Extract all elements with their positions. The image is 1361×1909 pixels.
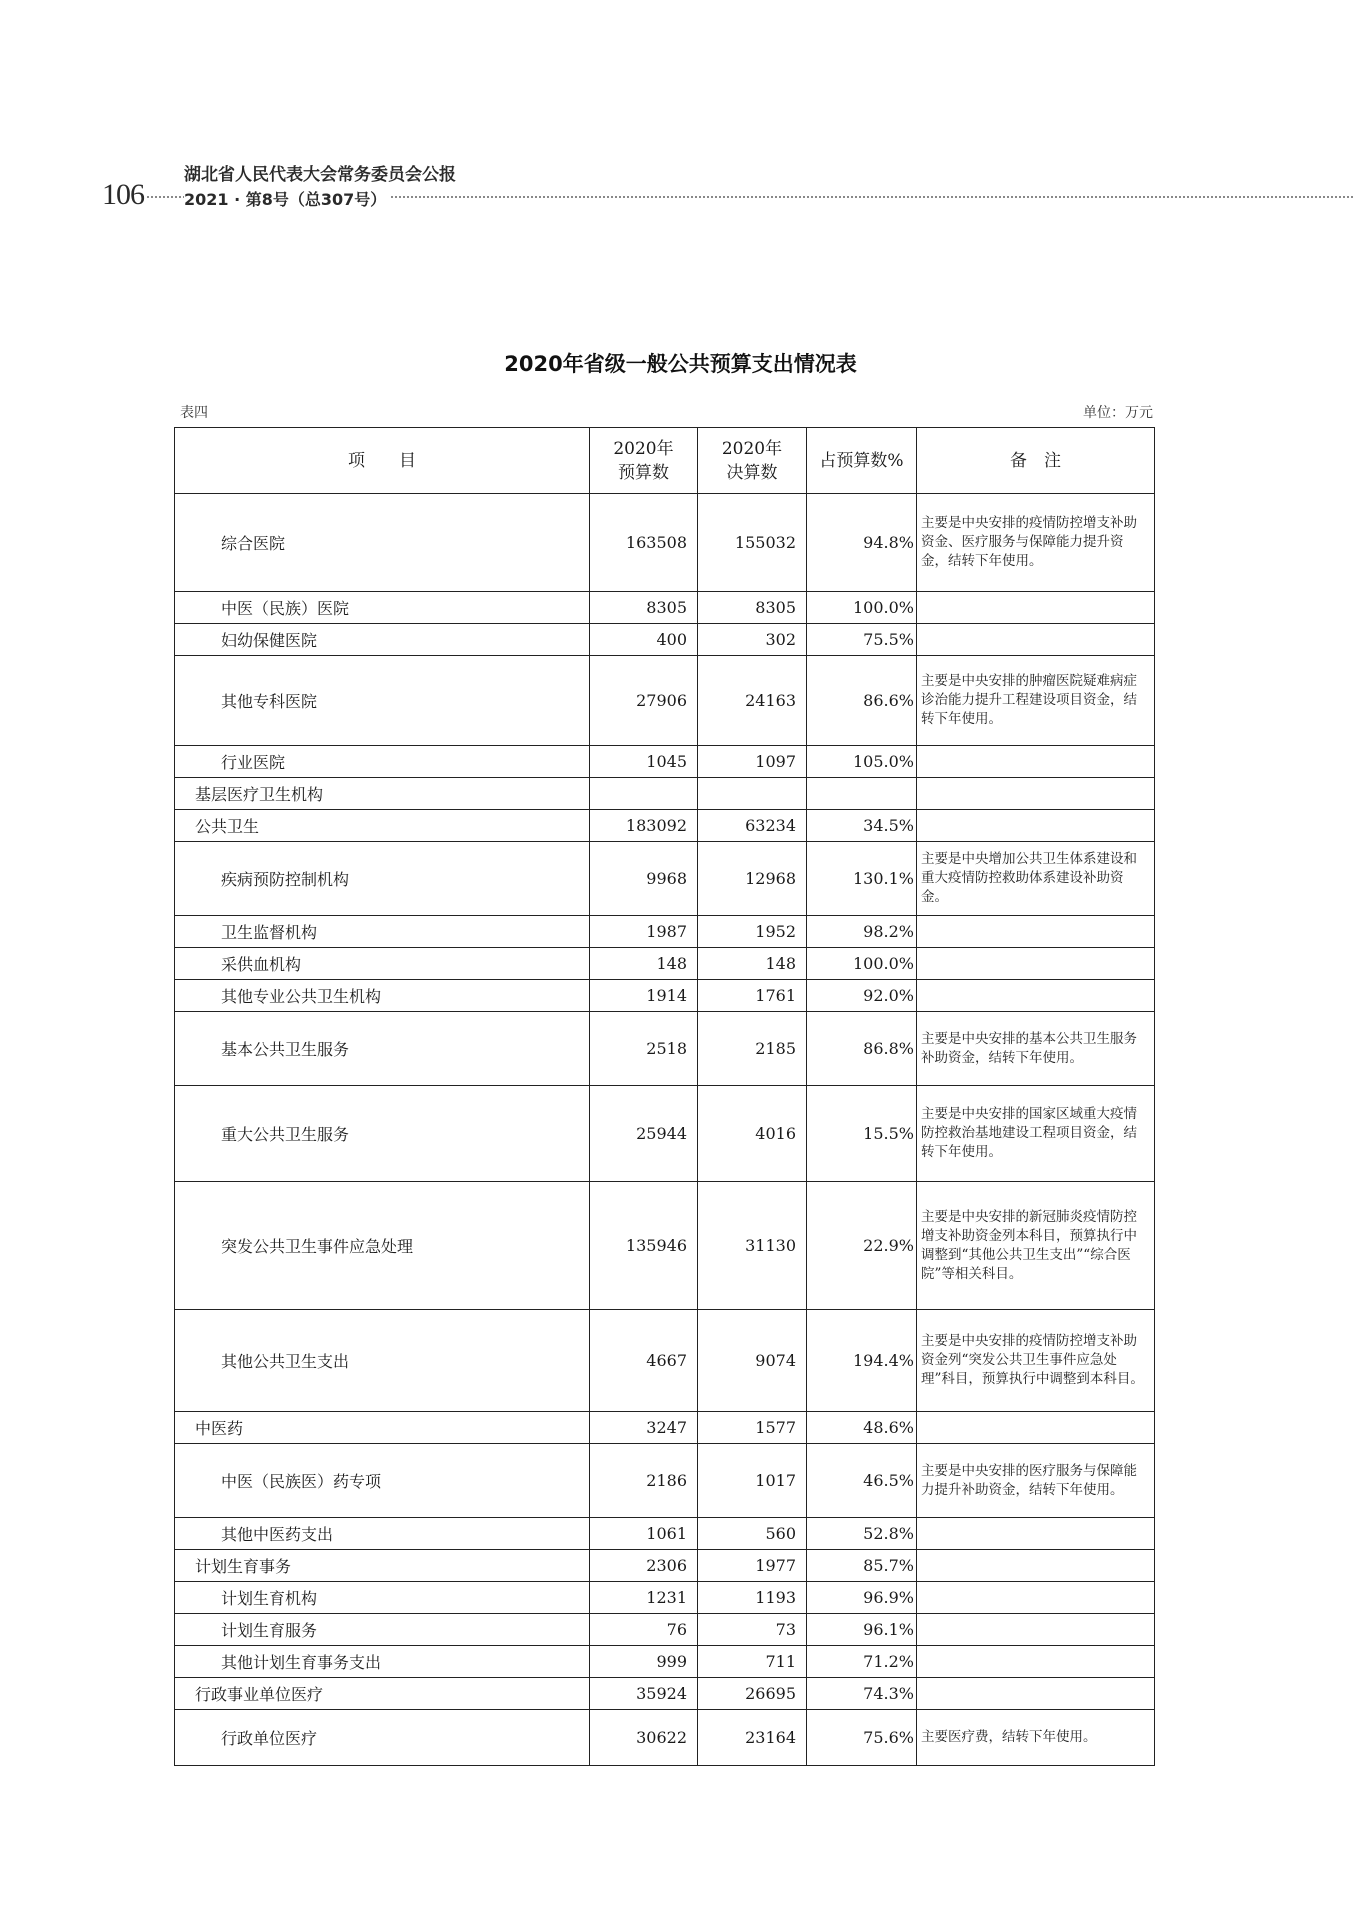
table-row <box>175 842 1155 916</box>
row-pct: 98.2% <box>807 916 917 948</box>
row-note: 主要是中央安排的基本公共卫生服务补助资金，结转下年使用。 <box>917 1012 1155 1086</box>
row-final <box>698 778 807 810</box>
row-final: 24163 <box>698 656 807 746</box>
header-note: 备 注 <box>917 428 1155 494</box>
table-row <box>175 980 1155 1012</box>
row-pct: 34.5% <box>807 810 917 842</box>
row-budget: 4667 <box>590 1310 698 1412</box>
row-item: 计划生育服务 <box>175 1614 590 1646</box>
row-pct: 86.6% <box>807 656 917 746</box>
row-item: 其他中医药支出 <box>175 1518 590 1550</box>
row-final: 711 <box>698 1646 807 1678</box>
row-pct: 86.8% <box>807 1012 917 1086</box>
row-budget: 76 <box>590 1614 698 1646</box>
row-note <box>917 746 1155 778</box>
row-final: 26695 <box>698 1678 807 1710</box>
row-item: 综合医院 <box>175 494 590 592</box>
table-header-row <box>175 428 1155 494</box>
row-note: 主要医疗费，结转下年使用。 <box>917 1710 1155 1766</box>
row-item: 计划生育机构 <box>175 1582 590 1614</box>
row-budget: 148 <box>590 948 698 980</box>
row-pct: 75.5% <box>807 624 917 656</box>
row-final: 63234 <box>698 810 807 842</box>
row-pct: 96.1% <box>807 1614 917 1646</box>
page-header <box>0 160 1361 220</box>
journal-title: 湖北省人民代表大会常务委员会公报 <box>184 165 456 185</box>
table-row <box>175 1086 1155 1182</box>
row-final: 2185 <box>698 1012 807 1086</box>
document-title: 2020年省级一般公共预算支出情况表 <box>504 352 857 376</box>
table-row <box>175 1012 1155 1086</box>
row-note: 主要是中央安排的国家区域重大疫情防控救治基地建设工程项目资金，结转下年使用。 <box>917 1086 1155 1182</box>
table-row <box>175 916 1155 948</box>
row-final: 73 <box>698 1614 807 1646</box>
table-row <box>175 1678 1155 1710</box>
row-final: 12968 <box>698 842 807 916</box>
row-note: 主要是中央安排的肿瘤医院疑难病症诊治能力提升工程建设项目资金，结转下年使用。 <box>917 656 1155 746</box>
row-final: 1577 <box>698 1412 807 1444</box>
unit-label: 单位：万元 <box>1083 405 1153 421</box>
header-final: 2020年 决算数 <box>698 428 807 494</box>
row-budget: 1061 <box>590 1518 698 1550</box>
row-pct <box>807 778 917 810</box>
row-pct: 100.0% <box>807 948 917 980</box>
row-note: 主要是中央安排的医疗服务与保障能力提升补助资金，结转下年使用。 <box>917 1444 1155 1518</box>
row-item: 采供血机构 <box>175 948 590 980</box>
row-final: 4016 <box>698 1086 807 1182</box>
row-item: 卫生监督机构 <box>175 916 590 948</box>
table-row <box>175 1614 1155 1646</box>
row-item: 其他专业公共卫生机构 <box>175 980 590 1012</box>
row-final: 148 <box>698 948 807 980</box>
row-item: 基层医疗卫生机构 <box>175 778 590 810</box>
row-item: 中医（民族）医院 <box>175 592 590 624</box>
row-final: 9074 <box>698 1310 807 1412</box>
row-item: 突发公共卫生事件应急处理 <box>175 1182 590 1310</box>
table-row <box>175 592 1155 624</box>
row-pct: 85.7% <box>807 1550 917 1582</box>
table-row <box>175 624 1155 656</box>
row-final: 1193 <box>698 1582 807 1614</box>
row-item: 疾病预防控制机构 <box>175 842 590 916</box>
row-final: 8305 <box>698 592 807 624</box>
row-note: 主要是中央安排的新冠肺炎疫情防控增支补助资金列本科目，预算执行中调整到“其他公共卫生支出”“综合医院”等相关科目。 <box>917 1182 1155 1310</box>
header-item: 项 目 <box>175 428 590 494</box>
table-row <box>175 1710 1155 1766</box>
row-final: 1097 <box>698 746 807 778</box>
row-item: 计划生育事务 <box>175 1550 590 1582</box>
row-pct: 48.6% <box>807 1412 917 1444</box>
row-final: 302 <box>698 624 807 656</box>
row-final: 1761 <box>698 980 807 1012</box>
row-item: 基本公共卫生服务 <box>175 1012 590 1086</box>
row-final: 31130 <box>698 1182 807 1310</box>
table-row <box>175 1182 1155 1310</box>
row-note <box>917 1518 1155 1550</box>
header-budget: 2020年 预算数 <box>590 428 698 494</box>
table-row <box>175 494 1155 592</box>
budget-table <box>174 427 1155 1766</box>
row-note: 主要是中央增加公共卫生体系建设和重大疫情防控救助体系建设补助资金。 <box>917 842 1155 916</box>
row-final: 1952 <box>698 916 807 948</box>
row-budget: 135946 <box>590 1182 698 1310</box>
row-budget: 1045 <box>590 746 698 778</box>
row-pct: 105.0% <box>807 746 917 778</box>
table-row <box>175 1518 1155 1550</box>
table-row <box>175 1646 1155 1678</box>
row-budget: 163508 <box>590 494 698 592</box>
row-budget: 30622 <box>590 1710 698 1766</box>
row-note <box>917 980 1155 1012</box>
row-note <box>917 1550 1155 1582</box>
row-budget: 8305 <box>590 592 698 624</box>
row-note <box>917 1412 1155 1444</box>
row-note <box>917 1582 1155 1614</box>
row-budget: 2186 <box>590 1444 698 1518</box>
table-row <box>175 1412 1155 1444</box>
row-item: 其他计划生育事务支出 <box>175 1646 590 1678</box>
row-pct: 52.8% <box>807 1518 917 1550</box>
row-pct: 194.4% <box>807 1310 917 1412</box>
table-row <box>175 810 1155 842</box>
row-item: 行政单位医疗 <box>175 1710 590 1766</box>
row-pct: 15.5% <box>807 1086 917 1182</box>
row-final: 1017 <box>698 1444 807 1518</box>
row-final: 155032 <box>698 494 807 592</box>
row-note <box>917 1678 1155 1710</box>
row-pct: 100.0% <box>807 592 917 624</box>
row-item: 中医药 <box>175 1412 590 1444</box>
row-pct: 96.9% <box>807 1582 917 1614</box>
row-budget: 27906 <box>590 656 698 746</box>
table-row <box>175 1582 1155 1614</box>
row-pct: 92.0% <box>807 980 917 1012</box>
table-row <box>175 656 1155 746</box>
row-note <box>917 916 1155 948</box>
row-budget: 2306 <box>590 1550 698 1582</box>
table-body <box>175 494 1155 1766</box>
row-final: 23164 <box>698 1710 807 1766</box>
row-budget: 25944 <box>590 1086 698 1182</box>
row-budget <box>590 778 698 810</box>
row-note <box>917 1614 1155 1646</box>
table-row <box>175 1444 1155 1518</box>
row-pct: 75.6% <box>807 1710 917 1766</box>
row-item: 其他专科医院 <box>175 656 590 746</box>
row-final: 1977 <box>698 1550 807 1582</box>
table-row <box>175 1310 1155 1412</box>
issue-number: 2021 · 第8号（总307号） <box>184 187 390 210</box>
row-budget: 1987 <box>590 916 698 948</box>
table-row <box>175 778 1155 810</box>
row-note <box>917 1646 1155 1678</box>
row-budget: 35924 <box>590 1678 698 1710</box>
row-note <box>917 592 1155 624</box>
page-number: 106 <box>102 178 144 211</box>
row-item: 行业医院 <box>175 746 590 778</box>
row-item: 中医（民族医）药专项 <box>175 1444 590 1518</box>
row-final: 560 <box>698 1518 807 1550</box>
table-label: 表四 <box>180 405 208 421</box>
row-note <box>917 948 1155 980</box>
row-item: 妇幼保健医院 <box>175 624 590 656</box>
row-pct: 46.5% <box>807 1444 917 1518</box>
row-item: 行政事业单位医疗 <box>175 1678 590 1710</box>
row-note <box>917 810 1155 842</box>
row-note: 主要是中央安排的疫情防控增支补助资金列“突发公共卫生事件应急处理”科目，预算执行中调整到本科目。 <box>917 1310 1155 1412</box>
header-pct: 占预算数% <box>807 428 917 494</box>
table-row <box>175 1550 1155 1582</box>
row-budget: 1231 <box>590 1582 698 1614</box>
table-row <box>175 746 1155 778</box>
row-item: 重大公共卫生服务 <box>175 1086 590 1182</box>
row-budget: 9968 <box>590 842 698 916</box>
row-pct: 71.2% <box>807 1646 917 1678</box>
row-budget: 400 <box>590 624 698 656</box>
row-pct: 74.3% <box>807 1678 917 1710</box>
row-budget: 999 <box>590 1646 698 1678</box>
row-pct: 94.8% <box>807 494 917 592</box>
row-item: 其他公共卫生支出 <box>175 1310 590 1412</box>
table-row <box>175 948 1155 980</box>
row-pct: 22.9% <box>807 1182 917 1310</box>
row-note: 主要是中央安排的疫情防控增支补助资金、医疗服务与保障能力提升资金，结转下年使用。 <box>917 494 1155 592</box>
row-budget: 1914 <box>590 980 698 1012</box>
row-note <box>917 778 1155 810</box>
row-item: 公共卫生 <box>175 810 590 842</box>
row-note <box>917 624 1155 656</box>
row-pct: 130.1% <box>807 842 917 916</box>
row-budget: 183092 <box>590 810 698 842</box>
row-budget: 3247 <box>590 1412 698 1444</box>
row-budget: 2518 <box>590 1012 698 1086</box>
